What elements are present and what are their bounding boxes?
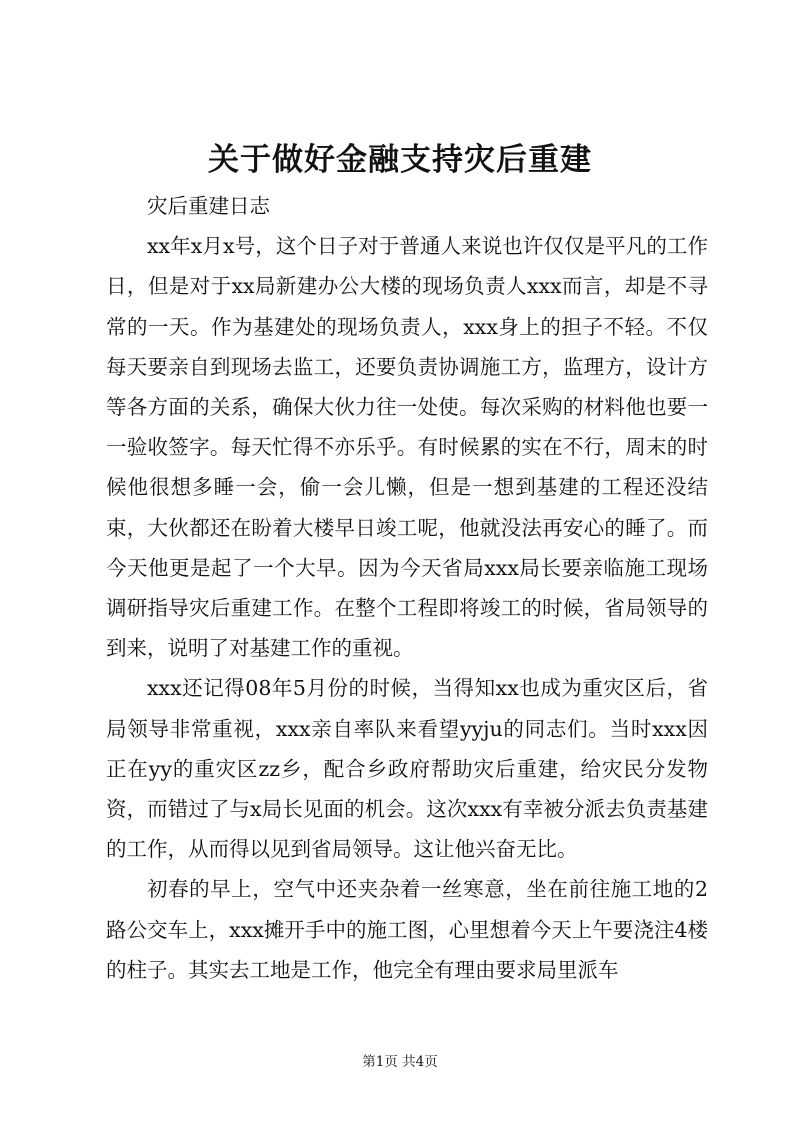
document-body — [106, 186, 708, 990]
paragraph-3: 初春的早上，空气中还夹杂着一丝寒意，坐在前往施工地的2路公交车上，xxx摊开手中的施工图，心里想着今天上午要浇注4楼的柱子。其实去工地是工作，他完全有理由要求局里派车 — [106, 877, 708, 982]
paragraph-1: xx年x月x号，这个日子对于普通人来说也许仅仅是平凡的工作日，但是对于xx局新建办公大楼的现场负责人xxx而言，却是不寻常的一天。作为基建处的现场负责人，xxx身上的担子不轻。不仅每天要亲自到现场去监工，还要负责协调施工方，监理方，设计方等各方面的关系，确保大伙力往一处使。每次采购的材料他也要一一验收签字。每天忙得不亦乐乎。有时候累的实在不行，周末的时候他很想多睡一会，偷一会儿懒，但是一想到基建的工程还没结束，大伙都还在盼着大楼早日竣工呢，他就没法再安心的睡了。而今天他更是起了一个大早。因为今天省局xxx局长要亲临施工现场调研指导灾后重建工作。在整个工程即将竣工的时候，省局领导的到来，说明了对基建工作的重视。 — [106, 234, 708, 661]
page-number-footer: 第1页 共4页 — [362, 1054, 438, 1070]
document-subtitle: 灾后重建日志 — [147, 194, 270, 218]
document-title: 关于做好金融支持灾后重建 — [208, 142, 592, 178]
paragraph-2: xxx还记得08年5月份的时候，当得知xx也成为重灾区后，省局领导非常重视，xxx亲自率队来看望yyju的同志们。当时xxx因正在yy的重灾区zz乡，配合乡政府帮助灾后重建，给灾民分发物资，而错过了与x局长见面的机会。这次xxx有幸被分派去负责基建的工作，从而得以见到省局领导。这让他兴奋无比。 — [106, 676, 708, 862]
